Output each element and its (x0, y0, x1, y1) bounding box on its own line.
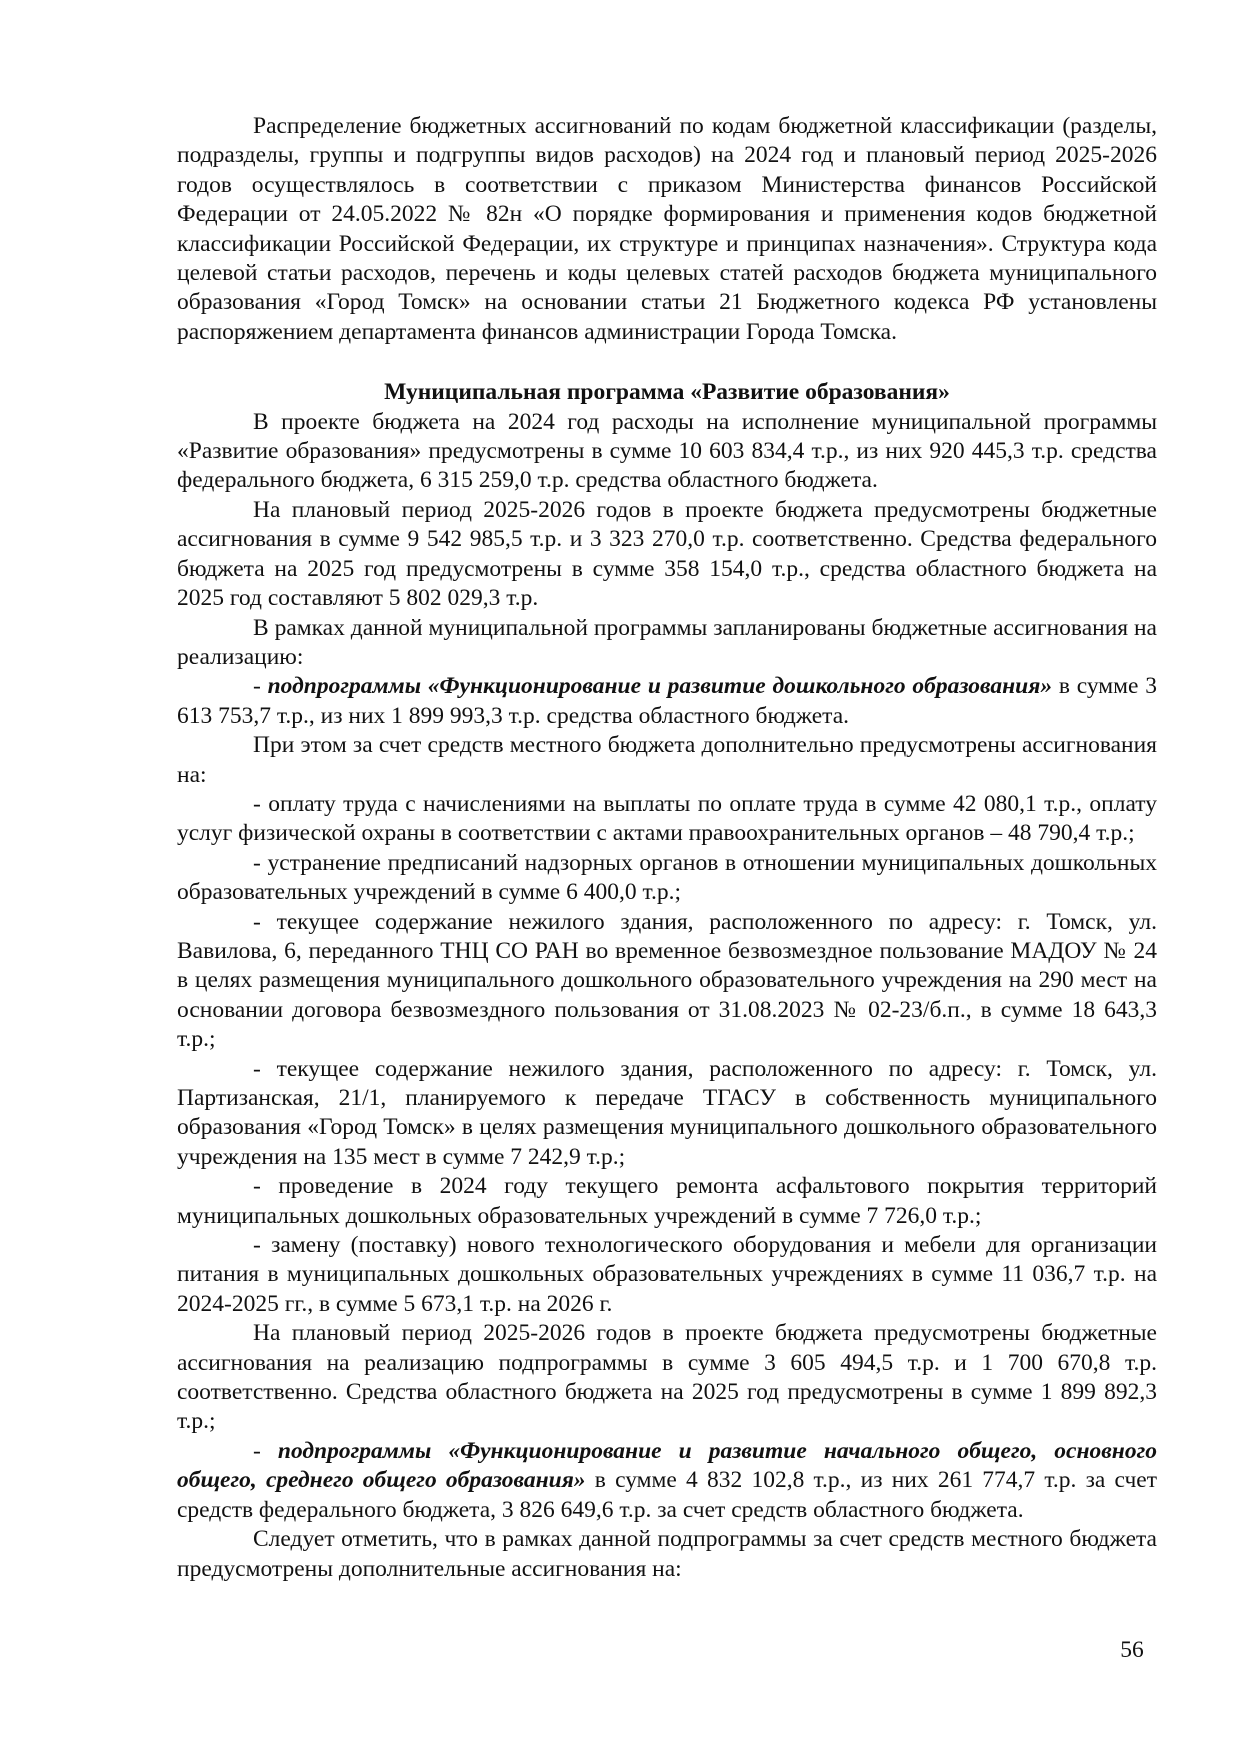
paragraph-local-budget-intro: При этом за счет средств местного бюджета дополнительно предусмотрены ассигнования на: (177, 732, 1157, 788)
page-number: 56 (1120, 1637, 1144, 1663)
paragraph-preschool-subprogram (177, 672, 1157, 731)
subprogram-name: подпрограммы «Функционирование и развитие дошкольного образования» (267, 673, 1053, 700)
paragraph-additional-allocations: Следует отметить, что в рамках данной подпрограммы за счет средств местного бюджета предусмотрены дополнительные ассигнования на: (177, 1526, 1157, 1582)
section-title: Муниципальная программа «Развитие образования» (384, 379, 950, 406)
intro-paragraph: Распределение бюджетных ассигнований по кодам бюджетной классификации (разделы, подразделы, группы и подгруппы видов расходов) на 2024 год и плановый период 2025-2026 годов осуществлялось в соответствии с приказом Министерства финансов Российской Федерации от 24.05.2022 № 82н «О порядке формирования и применения кодов бюджетной классификации Российской Федерации, их структуре и принципах назначения». Структура кода целевой статьи расходов, перечень и коды целевых статей расходов бюджета муниципального образования «Город Томск» на основании статьи 21 Бюджетного кодекса РФ установлены распоряжением департамента финансов администрации Города Томска. (177, 113, 1157, 345)
paragraph-subprogram-planning: На плановый период 2025-2026 годов в проекте бюджета предусмотрены бюджетные ассигнования на реализацию подпрограммы в сумме 3 605 494,5 т.р. и 1 700 670,8 т.р. соответственно. Средства областного бюджета на 2025 год предусмотрены в сумме 1 899 892,3 т.р.; (177, 1320, 1157, 1435)
list-item-partizanskaya-building: - текущее содержание нежилого здания, расположенного по адресу: г. Томск, ул. Партизанская, 21/1, планируемого к передаче ТГАСУ в собственность муниципального образования «Город Томск» в целях размещения муниципального дошкольного образовательного учреждения на 135 мест в сумме 7 242,9 т.р.; (177, 1055, 1157, 1170)
list-dash: - (253, 1437, 278, 1464)
paragraph-general-education-subprogram (177, 1437, 1157, 1525)
subprogram-name: подпрограммы «Функционирование и развитие начального общего, основного общего, среднего общего образования» (177, 1437, 1157, 1494)
subprogram-amount-text: в сумме 3 613 753,7 т.р., из них 1 899 993,3 т.р. средства областного бюджета. (177, 673, 1157, 729)
subprogram-amount-text: в сумме 4 832 102,8 т.р., из них 261 774,7 т.р. за счет средств федерального бюджета, 3 826 649,6 т.р. за счет средств областного бюджета. (177, 1467, 1157, 1523)
list-item-asphalt-repair: - проведение в 2024 году текущего ремонта асфальтового покрытия территорий муниципальных дошкольных образовательных учреждений в сумме 7 726,0 т.р.; (177, 1173, 1157, 1229)
list-item-inspections: - устранение предписаний надзорных органов в отношении муниципальных дошкольных образовательных учреждений в сумме 6 400,0 т.р.; (177, 849, 1157, 906)
paragraph-allocations-intro: В рамках данной муниципальной программы запланированы бюджетные ассигнования на реализацию: (177, 614, 1157, 670)
list-item-equipment: - замену (поставку) нового технологического оборудования и мебели для организации питания в муниципальных дошкольных образовательных учреждениях в сумме 11 036,7 т.р. на 2024-2025 гг., в сумме 5 673,1 т.р. на 2026 г. (177, 1232, 1157, 1317)
document-body (177, 112, 1157, 1584)
list-dash: - (253, 673, 268, 700)
list-item-vavilova-building: - текущее содержание нежилого здания, расположенного по адресу: г. Томск, ул. Вавилова, 6, переданного ТНЦ СО РАН во временное безвозмездное пользование МАДОУ № 24 в целях размещения муниципального дошкольного образовательного учреждения на 290 мест на основании договора безвозмездного пользования от 31.08.2023 № 02-23/б.п., в сумме 18 643,3 т.р.; (177, 908, 1157, 1053)
list-item-salary: - оплату труда с начислениями на выплаты по оплате труда в сумме 42 080,1 т.р., оплату услуг физической охраны в соответствии с актами правоохранительных органов – 48 790,4 т.р.; (177, 790, 1157, 847)
paragraph-planning-period: На плановый период 2025-2026 годов в проекте бюджета предусмотрены бюджетные ассигнования в сумме 9 542 985,5 т.р. и 3 323 270,0 т.р. соответственно. Средства федерального бюджета на 2025 год предусмотрены в сумме 358 154,0 т.р., средства областного бюджета на 2025 год составляют 5 802 029,3 т.р. (177, 496, 1157, 612)
paragraph-program-total: В проекте бюджета на 2024 год расходы на исполнение муниципальной программы «Развитие образования» предусмотрены в сумме 10 603 834,4 т.р., из них 920 445,3 т.р. средства федерального бюджета, 6 315 259,0 т.р. средства областного бюджета. (177, 408, 1157, 494)
